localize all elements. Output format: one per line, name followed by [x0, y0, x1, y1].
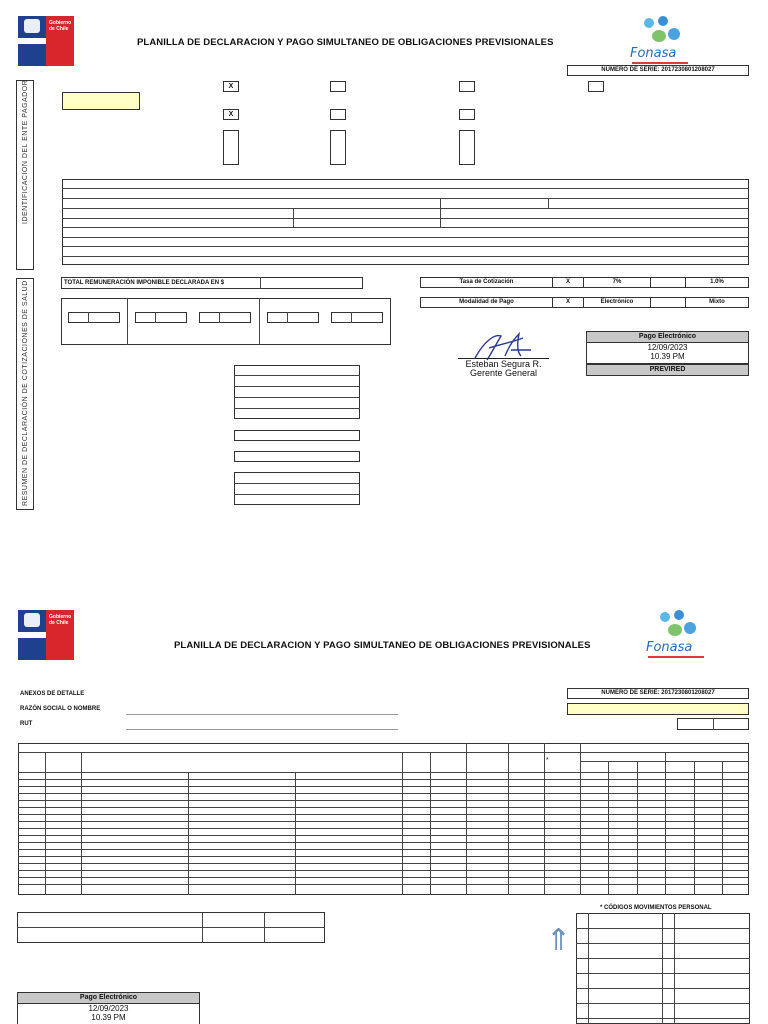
center-table-1: [234, 365, 360, 419]
razon-label: RAZÓN SOCIAL O NOMBRE: [20, 706, 101, 712]
razon-input[interactable]: [567, 703, 749, 715]
tall-box-1[interactable]: [223, 130, 239, 165]
side-label-resumen: RESUMEN DE DECLARACIÓN DE COTIZACIONES DE SALUD: [22, 280, 29, 506]
page-title-2: PLANILLA DE DECLARACION Y PAGO SIMULTANEO DE OBLIGACIONES PREVISIONALES: [174, 640, 591, 651]
pago-body-2: [17, 1004, 200, 1024]
detail-table: [18, 743, 749, 895]
tall-box-3[interactable]: [459, 130, 475, 165]
fonasa-logo: [628, 14, 692, 64]
center-box-3: [234, 451, 360, 462]
pago-time: 10.39 PM: [650, 352, 685, 361]
pago-header: Pago Electrónico: [586, 331, 749, 343]
pago-date-2: 12/09/2023: [88, 1004, 129, 1013]
checkbox-row1-col3[interactable]: [459, 81, 475, 92]
codigos-table: [576, 913, 750, 1024]
tall-box-2[interactable]: [330, 130, 346, 165]
tasa-opt1: 7%: [583, 277, 651, 288]
page-title: PLANILLA DE DECLARACION Y PAGO SIMULTANEO DE OBLIGACIONES PREVISIONALES: [137, 37, 554, 48]
gob-text-1: Gobierno: [49, 614, 72, 620]
crest-icon: [24, 613, 40, 627]
gob-text-2: de Chile: [49, 26, 69, 32]
tasa-opt2: 1.0%: [685, 277, 749, 288]
pago-footer: PREVIRED: [586, 364, 749, 376]
checkbox-row2-col1[interactable]: X: [223, 109, 239, 120]
tasa-blank[interactable]: [650, 277, 686, 288]
modalidad-blank[interactable]: [650, 297, 686, 308]
rut-input[interactable]: [62, 92, 140, 110]
gob-text-2: de Chile: [49, 620, 69, 626]
signature-role: Gerente General: [469, 368, 538, 378]
summary-input-5[interactable]: [331, 312, 383, 323]
ident-grid: [62, 179, 749, 265]
tasa-mark[interactable]: X: [552, 277, 584, 288]
summary-input-1[interactable]: [68, 312, 120, 323]
checkbox-row2-col3[interactable]: [459, 109, 475, 120]
summary-input-4[interactable]: [267, 312, 319, 323]
anexos-label: ANEXOS DE DETALLE: [20, 691, 85, 697]
codigos-label: * CÓDIGOS MOVIMIENTOS PERSONAL: [600, 905, 712, 911]
modalidad-label: Modalidad de Pago: [420, 297, 553, 308]
gobierno-logo-2: [18, 610, 74, 660]
modalidad-opt2: Mixto: [685, 297, 749, 308]
modalidad-opt1: Electrónico: [583, 297, 651, 308]
serie-box-2: NÚMERO DE SERIE: 2017230801208027: [567, 688, 749, 699]
center-box-2: [234, 430, 360, 441]
signature-name: Esteban Segura R.: [465, 359, 542, 369]
checkbox-row1-col1[interactable]: X: [223, 81, 239, 92]
tasa-label: Tasa de Cotización: [420, 277, 553, 288]
fonasa-wordmark: Fonasa: [630, 46, 677, 61]
modalidad-mark[interactable]: X: [552, 297, 584, 308]
checkbox-row2-col2[interactable]: [330, 109, 346, 120]
crest-icon: [24, 19, 40, 33]
pago-body: [586, 343, 749, 364]
pago-header-2: Pago Electrónico: [17, 992, 200, 1004]
fonasa-logo-2: [644, 608, 708, 658]
gobierno-logo: [18, 16, 74, 66]
serie-box: NÚMERO DE SERIE: 2017230801208027: [567, 65, 749, 76]
side-label-identificacion: IDENTIFICACION DEL ENTE PAGADOR: [22, 79, 29, 224]
fonasa-wordmark: Fonasa: [646, 640, 693, 655]
asterisk-mark: *: [546, 757, 549, 764]
rut-label: RUT: [20, 721, 33, 727]
total-rem-label: TOTAL REMUNERACIÓN IMPONIBLE DECLARADA EN $: [64, 280, 225, 286]
checkbox-row1-col4[interactable]: [588, 81, 604, 92]
summary-input-3[interactable]: [199, 312, 251, 323]
summary-input-2[interactable]: [135, 312, 187, 323]
pago-time-2: 10.39 PM: [91, 1013, 126, 1022]
arrow-up-icon: ⇑: [546, 924, 572, 957]
center-table-4: [234, 472, 360, 505]
checkbox-row1-col2[interactable]: [330, 81, 346, 92]
gob-text-1: Gobierno: [49, 20, 72, 26]
pago-date: 12/09/2023: [647, 343, 688, 352]
